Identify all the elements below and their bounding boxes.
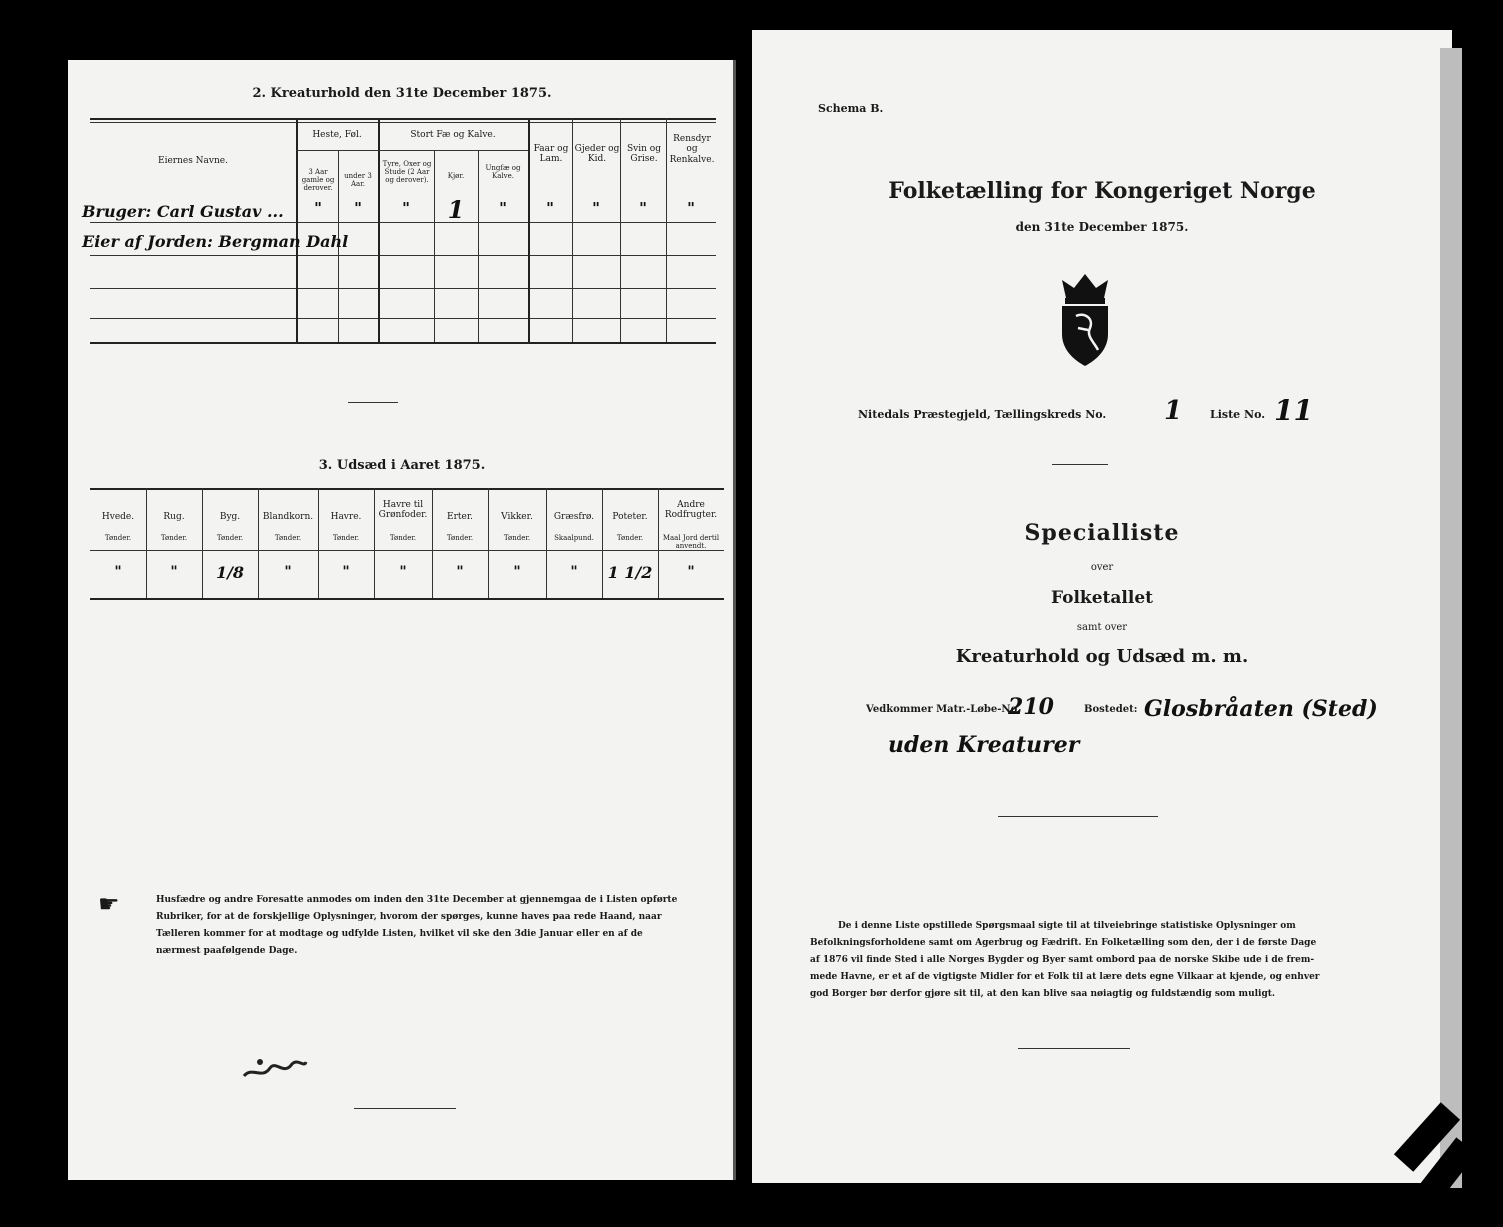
prestegjeld-label: Nitedals Præstegjeld, Tællingskreds No. xyxy=(858,408,1107,421)
row2-name: Eier af Jorden: Bergman Dahl xyxy=(82,232,349,251)
udsaed-value: " xyxy=(513,564,521,580)
schema-label: Schema B. xyxy=(818,102,884,115)
udsaed-value: " xyxy=(687,564,695,580)
col-stort-fae: Stort Fæ og Kalve. xyxy=(410,130,496,140)
col-rensdyr: Rensdyr og Renkalve. xyxy=(669,134,715,165)
footer-line: Befolkningsforholdene samt om Agerbrug og Fædrift. En Folketælling som den, der i de første Dage xyxy=(810,938,1317,948)
udsaed-value: " xyxy=(114,564,122,580)
udsaed-value: " xyxy=(456,564,464,580)
page-date: den 31te December 1875. xyxy=(1015,220,1189,234)
udsaed-unit: Tønder. xyxy=(216,534,244,542)
col-eiernes-navne: Eiernes Navne. xyxy=(158,156,228,166)
pointing-hand-icon: ☛ xyxy=(98,890,120,918)
kreatur-value: " xyxy=(314,199,322,217)
table-rule xyxy=(90,342,716,344)
page-edge xyxy=(1440,48,1462,1188)
udsaed-header: Vikker. xyxy=(501,512,533,522)
kreatur-value: " xyxy=(639,199,647,217)
notice-line: nærmest paafølgende Dage. xyxy=(156,946,298,956)
table-rule xyxy=(296,150,528,151)
udsaed-unit: Tønder. xyxy=(104,534,132,542)
col-svin: Svin og Grise. xyxy=(627,144,661,165)
table-col-rule xyxy=(572,118,573,342)
col-faar: Faar og Lam. xyxy=(533,144,569,165)
kreaturhold-label: Kreaturhold og Udsæd m. m. xyxy=(955,646,1249,667)
table-col-rule xyxy=(318,488,319,598)
kreatur-value: " xyxy=(354,199,362,217)
liste-no: 11 xyxy=(1274,394,1313,427)
table-col-rule xyxy=(666,118,667,342)
row1-name: Bruger: Carl Gustav ... xyxy=(82,202,284,221)
divider xyxy=(354,1108,456,1109)
col-stort-fae-sub3: Ungfæ og Kalve. xyxy=(485,164,521,181)
bosted-label: Bostedet: xyxy=(1084,704,1138,715)
col-heste-sub2: under 3 Aar. xyxy=(344,172,372,189)
divider xyxy=(348,402,398,403)
udsaed-value: 1/8 xyxy=(215,563,245,582)
over-label: over xyxy=(1090,562,1114,573)
notice-line: Rubriker, for at de forskjellige Oplysninger, hvorom der spørges, kunne haves paa rede Haand, naar xyxy=(156,912,662,922)
table-col-rule xyxy=(620,118,621,342)
col-gjeder: Gjeder og Kid. xyxy=(574,144,620,165)
udsaed-header: Blandkorn. xyxy=(262,512,314,522)
footer-line: De i denne Liste opstillede Spørgsmaal sigte til at tilveiebringe statistiske Oplysninger om xyxy=(838,921,1296,931)
table-rule xyxy=(90,550,724,551)
kreatur-value: " xyxy=(592,199,600,217)
col-heste: Heste, Føl. xyxy=(312,130,362,140)
page-title: Folketælling for Kongeriget Norge xyxy=(888,178,1316,204)
notice-line: Husfædre og andre Foresatte anmodes om inden den 31te December at gjennemgaa de i Listen opførte xyxy=(156,895,678,905)
kreatur-value: " xyxy=(402,199,410,217)
table-rule xyxy=(90,598,724,600)
udsaed-unit: Tønder. xyxy=(274,534,302,542)
table-col-rule xyxy=(432,488,433,598)
footer-line: god Borger bør derfor gjøre sit til, at den kan blive saa nøiagtig og fuldstændig som muligt. xyxy=(810,989,1276,999)
divider xyxy=(1052,464,1108,465)
tellingskreds-no: 1 xyxy=(1164,396,1183,426)
matr-no: 210 xyxy=(1008,694,1054,720)
folketallet-label: Folketallet xyxy=(1051,588,1153,608)
table-rule xyxy=(90,222,716,223)
udsaed-header: Poteter. xyxy=(612,512,648,522)
table-rule xyxy=(90,288,716,289)
udsaed-header: Havre til Grønfoder. xyxy=(378,500,428,521)
divider xyxy=(1018,1048,1130,1049)
udsaed-header: Havre. xyxy=(330,512,362,522)
udsaed-unit: Tønder. xyxy=(332,534,360,542)
notice-text xyxy=(156,892,716,960)
section2-title: 2. Kreaturhold den 31te December 1875. xyxy=(252,86,552,101)
liste-label: Liste No. xyxy=(1210,408,1266,421)
kreatur-value: " xyxy=(687,199,695,217)
col-heste-sub1: 3 Aar gamle og derover. xyxy=(301,168,335,193)
udsaed-value: " xyxy=(342,564,350,580)
norway-coat-of-arms-icon xyxy=(1054,268,1116,368)
kreatur-value: " xyxy=(546,199,554,217)
right-page xyxy=(752,30,1452,1183)
table-col-rule xyxy=(296,118,298,342)
extra-note: uden Kreaturer xyxy=(888,732,1080,758)
footer-paragraph xyxy=(810,918,1430,1003)
udsaed-header: Andre Rodfrugter. xyxy=(664,500,718,521)
col-stort-fae-sub1: Tyre, Oxer og Stude (2 Aar og derover). xyxy=(382,160,432,185)
col-stort-fae-sub2: Kjør. xyxy=(447,172,465,180)
table-col-rule xyxy=(378,118,380,342)
udsaed-value: " xyxy=(399,564,407,580)
udsaed-value: " xyxy=(170,564,178,580)
udsaed-unit: Tønder. xyxy=(389,534,417,542)
kreatur-value: " xyxy=(499,199,507,217)
table-col-rule xyxy=(146,488,147,598)
udsaed-unit: Tønder. xyxy=(160,534,188,542)
udsaed-header: Hvede. xyxy=(101,512,135,522)
footer-line: af 1876 vil finde Sted i alle Norges Bygder og Byer samt ombord paa de norske Skibe ude i de frem- xyxy=(810,955,1315,965)
udsaed-header: Rug. xyxy=(163,512,185,522)
udsaed-value: " xyxy=(284,564,292,580)
udsaed-unit: Tønder. xyxy=(616,534,644,542)
divider xyxy=(998,816,1158,817)
udsaed-header: Byg. xyxy=(219,512,241,522)
table-rule xyxy=(90,122,716,123)
udsaed-unit: Maal Jord dertil anvendt. xyxy=(662,534,720,551)
table-rule xyxy=(90,318,716,319)
table-col-rule xyxy=(546,488,547,598)
udsaed-unit: Skaalpund. xyxy=(554,534,594,542)
table-rule xyxy=(90,118,716,120)
kreatur-value: 1 xyxy=(447,195,465,224)
udsaed-value: 1 1/2 xyxy=(607,563,653,582)
footer-line: mede Havne, er et af de vigtigste Midler for et Folk til at lære dets egne Vilkaar at kjende, og enhver xyxy=(810,972,1320,982)
udsaed-header: Erter. xyxy=(447,512,473,522)
table-rule xyxy=(90,255,716,256)
table-rule xyxy=(90,488,724,490)
specialliste-title: Specialliste xyxy=(1024,520,1180,546)
section3-title: 3. Udsæd i Aaret 1875. xyxy=(318,458,486,473)
notice-line: Tælleren kommer for at modtage og udfylde Listen, hvilket vil ske den 3die Januar eller en af de xyxy=(156,929,643,939)
left-page xyxy=(68,60,736,1180)
samt-over-label: samt over xyxy=(1076,622,1128,633)
udsaed-unit: Tønder. xyxy=(503,534,531,542)
bosted-value: Glosbråaten (Sted) xyxy=(1144,696,1378,722)
matr-label: Vedkommer Matr.-Løbe-No. xyxy=(866,704,1021,715)
table-col-rule xyxy=(488,488,489,598)
udsaed-unit: Tønder. xyxy=(446,534,474,542)
udsaed-header: Græsfrø. xyxy=(553,512,595,522)
udsaed-value: " xyxy=(570,564,578,580)
stamp-mark-icon xyxy=(240,1050,310,1086)
table-col-rule xyxy=(258,488,259,598)
